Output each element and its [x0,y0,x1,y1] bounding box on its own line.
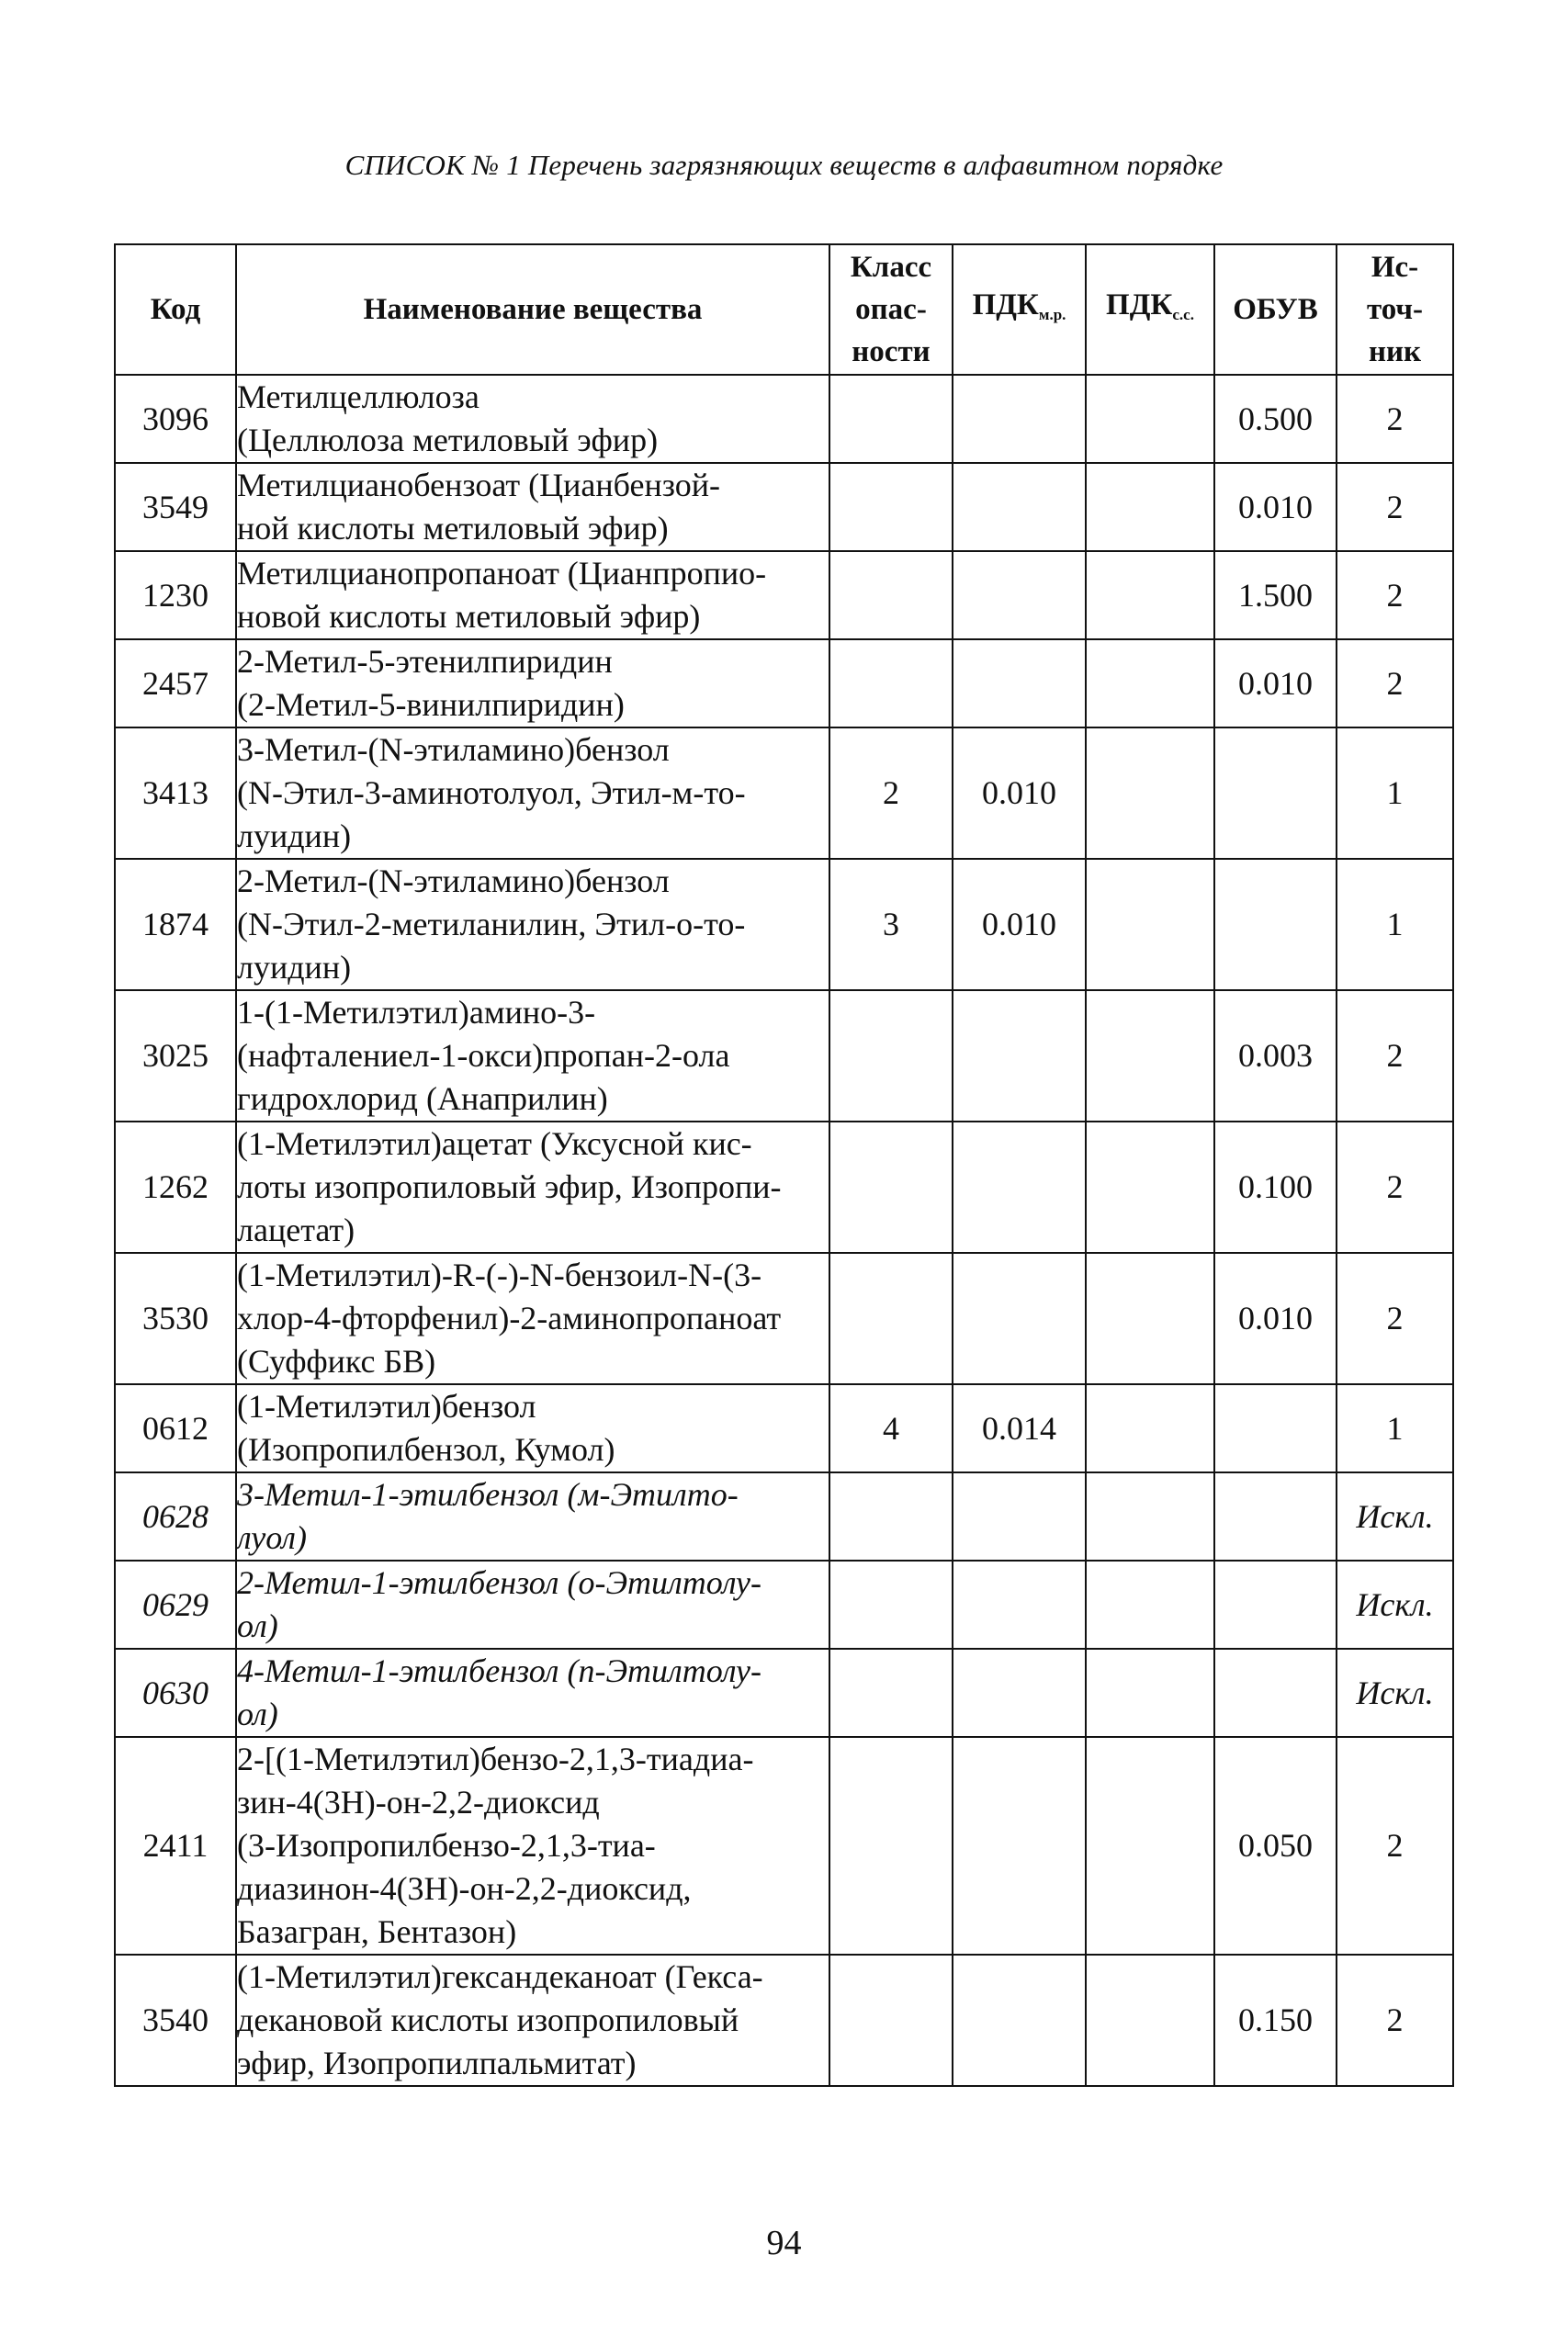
substance-name-line: гидрохлорид (Анаприлин) [237,1080,608,1117]
substance-name [236,639,829,727]
pdk-ss-cell [1086,1561,1214,1649]
substance-code: 0612 [115,1384,236,1472]
substance-code: 2457 [115,639,236,727]
obuv-cell [1214,1384,1337,1472]
obuv-cell: 0.100 [1214,1122,1337,1253]
substance-name-line: 2-Метил-(N-этиламино)бензол [237,863,670,899]
obuv-cell [1214,1649,1337,1737]
substance-name-line: эфир, Изопропилпальмитат) [237,2045,637,2081]
column-header-source-line: Ис- [1371,251,1419,284]
substance-name [236,1472,829,1561]
pdk-ss-cell [1086,375,1214,463]
pdk-mr-cell: 0.010 [953,859,1086,990]
substance-name-line: луидин) [237,949,352,986]
pdk-mr-cell [953,1955,1086,2086]
substance-name-line: луол) [237,1519,307,1556]
substances-table [114,243,1454,2087]
substance-code: 3540 [115,1955,236,2086]
pdk-ss-cell [1086,551,1214,639]
pdk-mr-cell [953,1737,1086,1955]
obuv-cell [1214,727,1337,859]
substance-name [236,1384,829,1472]
substance-name-line: хлор-4-фторфенил)-2-аминопропаноат [237,1300,782,1336]
pdk-ss-cell [1086,1737,1214,1955]
pdk-ss-cell [1086,990,1214,1122]
column-header-source [1337,244,1453,375]
substance-name [236,727,829,859]
substance-name-line: 2-[(1-Метилэтил)бензо-2,1,3-тиадиа- [237,1741,754,1777]
column-header-hazard-class-line: Класс [850,251,932,284]
pdk-ss-cell [1086,1122,1214,1253]
pdk-mr-cell [953,1253,1086,1384]
obuv-cell: 0.050 [1214,1737,1337,1955]
column-header-hazard-class [829,244,953,375]
pdk-mr-cell [953,1561,1086,1649]
table-body [115,375,1453,2086]
substance-code: 3096 [115,375,236,463]
table-row [115,1472,1453,1561]
table-row [115,859,1453,990]
column-header-pdk-mr-subscript: м.р. [1038,305,1066,323]
pdk-ss-cell [1086,727,1214,859]
substance-name-line: (1-Метилэтил)ацетат (Уксусной кис- [237,1125,752,1162]
table-row [115,551,1453,639]
obuv-cell: 0.010 [1214,1253,1337,1384]
substance-name-line: (Изопропилбензол, Кумол) [237,1431,615,1468]
substance-name-line: 4-Метил-1-этилбензол (п-Этилтолу- [237,1652,762,1689]
source-cell: 2 [1337,1253,1453,1384]
table-row [115,639,1453,727]
pdk-mr-cell [953,375,1086,463]
hazard-class-cell [829,375,953,463]
substance-name [236,551,829,639]
substance-code: 3413 [115,727,236,859]
substance-code: 3025 [115,990,236,1122]
hazard-class-cell [829,1472,953,1561]
source-cell: 2 [1337,1122,1453,1253]
table-row [115,1737,1453,1955]
source-cell: 2 [1337,1955,1453,2086]
column-header-hazard-class-line: опас- [855,293,927,326]
substance-code: 0629 [115,1561,236,1649]
substance-code: 1874 [115,859,236,990]
source-cell: Искл. [1337,1472,1453,1561]
substance-name-line: 2-Метил-5-этенилпиридин [237,643,613,680]
pdk-mr-cell: 0.014 [953,1384,1086,1472]
table-row [115,1561,1453,1649]
pdk-ss-cell [1086,859,1214,990]
substance-code: 3549 [115,463,236,551]
substance-name [236,1561,829,1649]
substance-name [236,1649,829,1737]
column-header-pdk-ss [1086,244,1214,375]
substance-name-line: новой кислоты метиловый эфир) [237,598,701,635]
substance-name-line: (1-Метилэтил)бензол [237,1388,536,1425]
table-row [115,1955,1453,2086]
substance-name-line: (1-Метилэтил)-R-(-)-N-бензоил-N-(3- [237,1257,762,1293]
hazard-class-cell [829,639,953,727]
substance-name-line: (2-Метил-5-винилпиридин) [237,686,625,723]
source-cell: 1 [1337,727,1453,859]
table-row [115,727,1453,859]
pdk-mr-cell [953,1472,1086,1561]
obuv-cell [1214,1472,1337,1561]
substance-name-line: Метилцианобензоат (Цианбензой- [237,467,720,503]
substance-name [236,1253,829,1384]
pdk-mr-cell: 0.010 [953,727,1086,859]
column-header-pdk-ss-label: ПДК [1106,288,1173,321]
substance-name [236,1737,829,1955]
pdk-ss-cell [1086,463,1214,551]
column-header-source-line: ник [1368,335,1422,368]
source-cell: 1 [1337,859,1453,990]
substance-name [236,1122,829,1253]
table-row [115,1122,1453,1253]
source-cell: 2 [1337,463,1453,551]
substance-code: 1262 [115,1122,236,1253]
substance-code: 1230 [115,551,236,639]
substance-name [236,990,829,1122]
hazard-class-cell [829,1561,953,1649]
hazard-class-cell [829,463,953,551]
substance-name-line: ол) [237,1696,278,1732]
table-row [115,1253,1453,1384]
substance-name-line: (нафталениел-1-окси)пропан-2-ола [237,1037,730,1074]
substance-name [236,1955,829,2086]
hazard-class-cell: 4 [829,1384,953,1472]
substance-code: 0628 [115,1472,236,1561]
substance-name-line: (1-Метилэтил)гександеканоат (Гекса- [237,1958,763,1995]
pdk-ss-cell [1086,1955,1214,2086]
obuv-cell: 1.500 [1214,551,1337,639]
substance-code: 3530 [115,1253,236,1384]
hazard-class-cell [829,1122,953,1253]
substance-name-line: 3-Метил-(N-этиламино)бензол [237,731,670,768]
table-row [115,463,1453,551]
source-cell: Искл. [1337,1561,1453,1649]
column-header-hazard-class-line: ности [852,335,931,368]
table-row [115,1384,1453,1472]
obuv-cell: 0.150 [1214,1955,1337,2086]
pdk-ss-cell [1086,1472,1214,1561]
substance-code: 0630 [115,1649,236,1737]
hazard-class-cell [829,1253,953,1384]
pdk-mr-cell [953,463,1086,551]
substance-name-line: (N-Этил-2-метиланилин, Этил-о-то- [237,906,746,942]
obuv-cell: 0.010 [1214,639,1337,727]
substance-name-line: 3-Метил-1-этилбензол (м-Этилто- [237,1476,739,1513]
source-cell: 2 [1337,990,1453,1122]
column-header-name: Наименование вещества [236,244,829,375]
substance-name-line: 2-Метил-1-этилбензол (о-Этилтолу- [237,1564,762,1601]
obuv-cell [1214,1561,1337,1649]
source-cell: 2 [1337,551,1453,639]
pdk-mr-cell [953,1122,1086,1253]
pdk-mr-cell [953,551,1086,639]
hazard-class-cell [829,1955,953,2086]
pdk-ss-cell [1086,1384,1214,1472]
source-cell: 2 [1337,639,1453,727]
substance-name-line: диазинон-4(3Н)-он-2,2-диоксид, [237,1870,692,1907]
table-header-row [115,244,1453,375]
table-row [115,1649,1453,1737]
hazard-class-cell [829,1649,953,1737]
substance-name-line: луидин) [237,817,352,854]
pdk-ss-cell [1086,1253,1214,1384]
hazard-class-cell: 2 [829,727,953,859]
pdk-mr-cell [953,990,1086,1122]
column-header-source-line: точ- [1366,293,1424,326]
source-cell: 1 [1337,1384,1453,1472]
substance-name [236,859,829,990]
column-header-pdk-mr-label: ПДК [972,288,1039,321]
substance-name-line: (N-Этил-3-аминотолуол, Этил-м-то- [237,774,746,811]
source-cell: 2 [1337,375,1453,463]
substance-name-line: лацетат) [237,1212,355,1248]
page-header: СПИСОК № 1 Перечень загрязняющих веществ в алфавитном порядке [344,149,1224,181]
column-header-obuv: ОБУВ [1214,244,1337,375]
page-number: 94 [766,2224,802,2262]
pdk-ss-cell [1086,1649,1214,1737]
substance-name-line: Базагран, Бентазон) [237,1913,517,1950]
obuv-cell: 0.500 [1214,375,1337,463]
substance-name [236,375,829,463]
substance-name-line: зин-4(3Н)-он-2,2-диоксид [237,1784,600,1821]
column-header-pdk-ss-subscript: с.с. [1172,305,1194,323]
column-header-pdk-mr [953,244,1086,375]
substance-name-line: декановой кислоты изопропиловый [237,2001,739,2038]
source-cell: 2 [1337,1737,1453,1955]
obuv-cell [1214,859,1337,990]
substance-name-line: ной кислоты метиловый эфир) [237,510,669,547]
hazard-class-cell: 3 [829,859,953,990]
substance-name [236,463,829,551]
obuv-cell: 0.010 [1214,463,1337,551]
substance-name-line: (Суффикс БВ) [237,1343,436,1380]
hazard-class-cell [829,990,953,1122]
substance-name-line: (Целлюлоза метиловый эфир) [237,422,659,458]
substance-name-line: ол) [237,1607,278,1644]
substance-name-line: Метилцианопропаноат (Цианпропио- [237,555,767,592]
pdk-ss-cell [1086,639,1214,727]
column-header-code: Код [115,244,236,375]
substance-name-line: (3-Изопропилбензо-2,1,3-тиа- [237,1827,656,1864]
substance-name-line: Метилцеллюлоза [237,378,479,415]
pdk-mr-cell [953,639,1086,727]
substance-code: 2411 [115,1737,236,1955]
substance-name-line: 1-(1-Метилэтил)амино-3- [237,994,596,1031]
pdk-mr-cell [953,1649,1086,1737]
hazard-class-cell [829,551,953,639]
obuv-cell: 0.003 [1214,990,1337,1122]
substance-name-line: лоты изопропиловый эфир, Изопропи- [237,1168,782,1205]
hazard-class-cell [829,1737,953,1955]
table-row [115,375,1453,463]
source-cell: Искл. [1337,1649,1453,1737]
table-row [115,990,1453,1122]
